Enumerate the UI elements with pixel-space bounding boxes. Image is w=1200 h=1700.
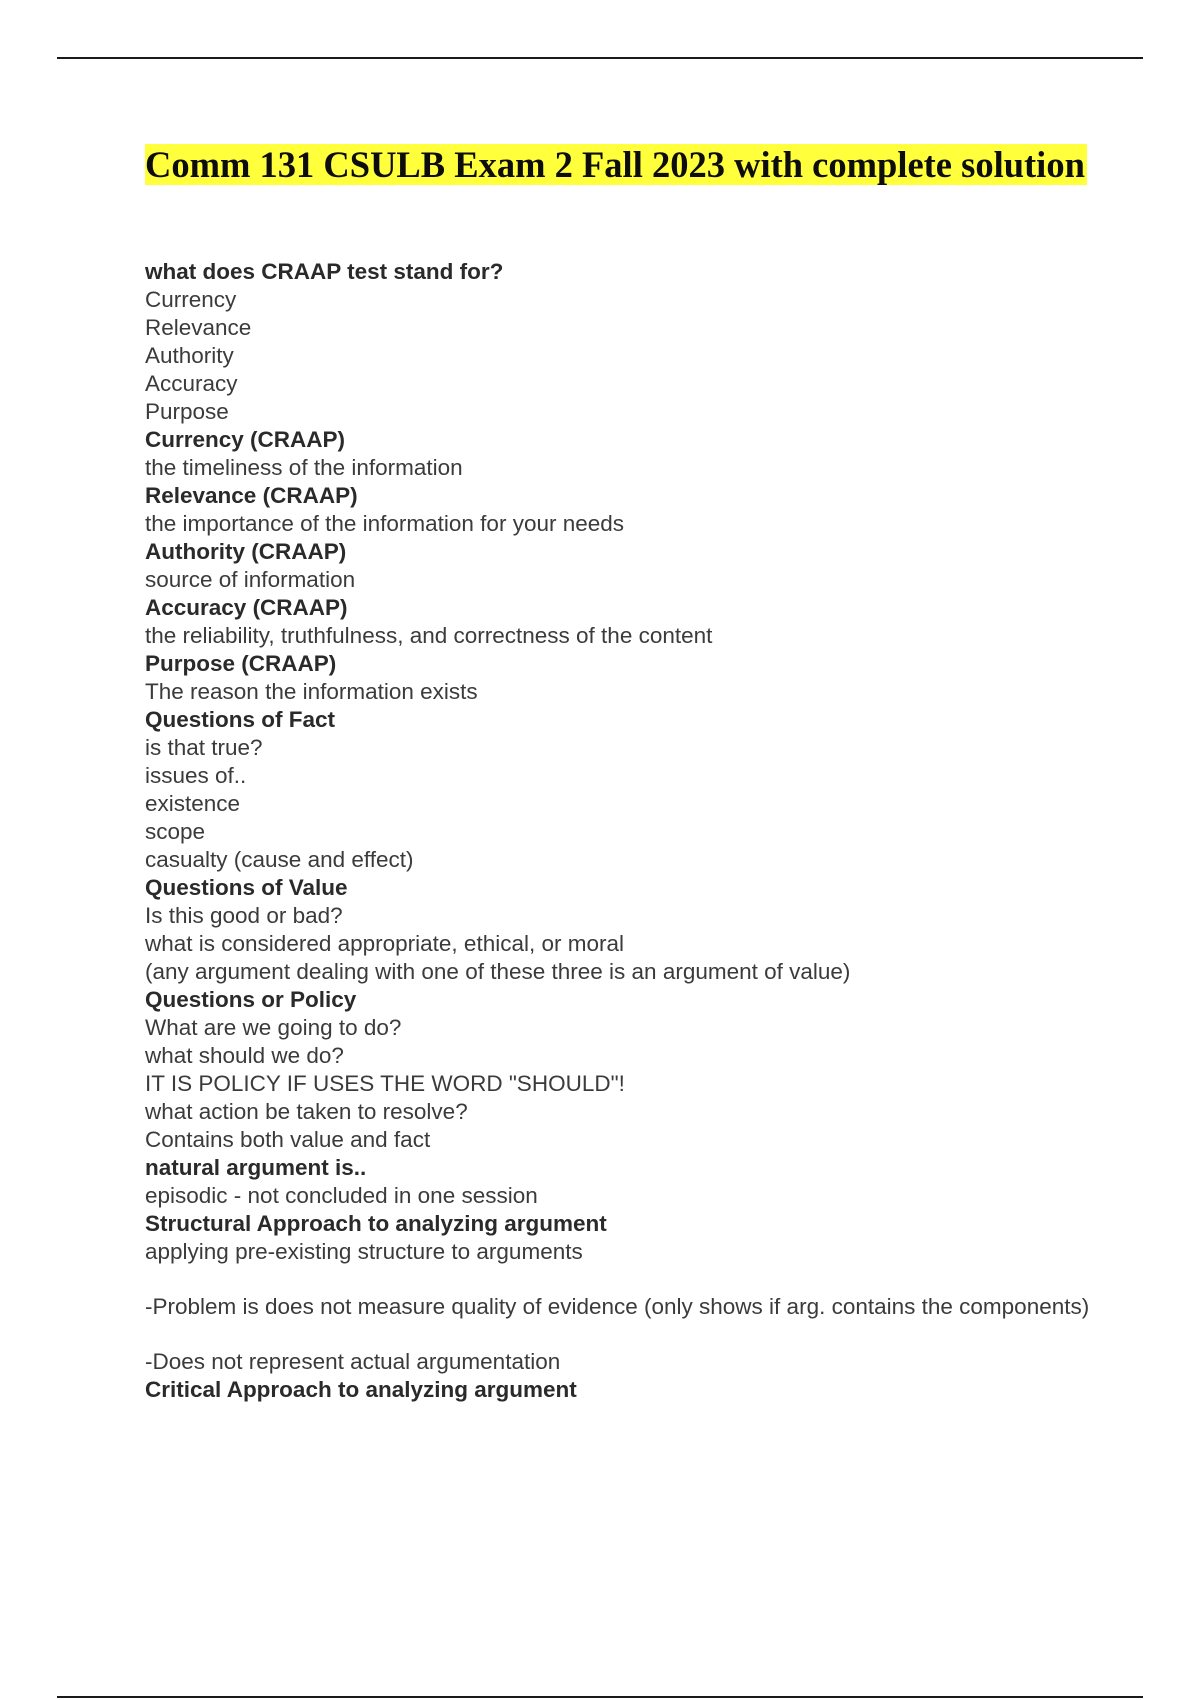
- answer-line: applying pre-existing structure to arguments: [145, 1239, 583, 1264]
- page-title: [145, 144, 1087, 186]
- answer-line: what action be taken to resolve?: [145, 1099, 468, 1124]
- question-heading: Questions of Fact: [145, 707, 336, 732]
- question-heading: Critical Approach to analyzing argument: [145, 1377, 577, 1402]
- answer-line: Authority: [145, 343, 234, 368]
- question-heading: Structural Approach to analyzing argument: [145, 1211, 607, 1236]
- answer-line: the importance of the information for your needs: [145, 511, 625, 536]
- answer-line: scope: [145, 819, 206, 844]
- blank-line: [145, 1321, 1105, 1348]
- document-body: [145, 258, 1105, 1404]
- question-heading: Questions or Policy: [145, 987, 357, 1012]
- question-heading: Relevance (CRAAP): [145, 483, 358, 508]
- answer-line: what is considered appropriate, ethical, or moral: [145, 931, 624, 956]
- blank-line: [145, 1266, 1105, 1293]
- answer-line: What are we going to do?: [145, 1015, 402, 1040]
- page-title-text: Comm 131 CSULB Exam 2 Fall 2023 with complete solution: [145, 144, 1085, 185]
- answer-line: Purpose: [145, 399, 229, 424]
- answer-line: episodic - not concluded in one session: [145, 1183, 538, 1208]
- question-heading: Accuracy (CRAAP): [145, 595, 348, 620]
- question-heading: natural argument is..: [145, 1155, 367, 1180]
- question-heading: Authority (CRAAP): [145, 539, 347, 564]
- answer-line: Currency: [145, 287, 237, 312]
- answer-line: IT IS POLICY IF USES THE WORD "SHOULD"!: [145, 1071, 625, 1096]
- question-heading: Currency (CRAAP): [145, 427, 346, 452]
- answer-line: -Does not represent actual argumentation: [145, 1349, 561, 1374]
- top-rule: [57, 57, 1143, 59]
- answer-line: is that true?: [145, 735, 263, 760]
- answer-line: Contains both value and fact: [145, 1127, 431, 1152]
- answer-line: Is this good or bad?: [145, 903, 343, 928]
- question-heading: Questions of Value: [145, 875, 348, 900]
- answer-line: The reason the information exists: [145, 679, 478, 704]
- question-heading: Purpose (CRAAP): [145, 651, 337, 676]
- answer-line: what should we do?: [145, 1043, 344, 1068]
- answer-line: (any argument dealing with one of these three is an argument of value): [145, 959, 851, 984]
- answer-line: existence: [145, 791, 241, 816]
- answer-line: -Problem is does not measure quality of evidence (only shows if arg. contains the components): [145, 1294, 1090, 1319]
- answer-line: the reliability, truthfulness, and correctness of the content: [145, 623, 713, 648]
- bottom-rule: [57, 1696, 1143, 1698]
- answer-line: the timeliness of the information: [145, 455, 463, 480]
- answer-line: casualty (cause and effect): [145, 847, 414, 872]
- answer-line: issues of..: [145, 763, 247, 788]
- answer-line: Accuracy: [145, 371, 238, 396]
- answer-line: Relevance: [145, 315, 252, 340]
- answer-line: source of information: [145, 567, 356, 592]
- question-heading: what does CRAAP test stand for?: [145, 259, 504, 284]
